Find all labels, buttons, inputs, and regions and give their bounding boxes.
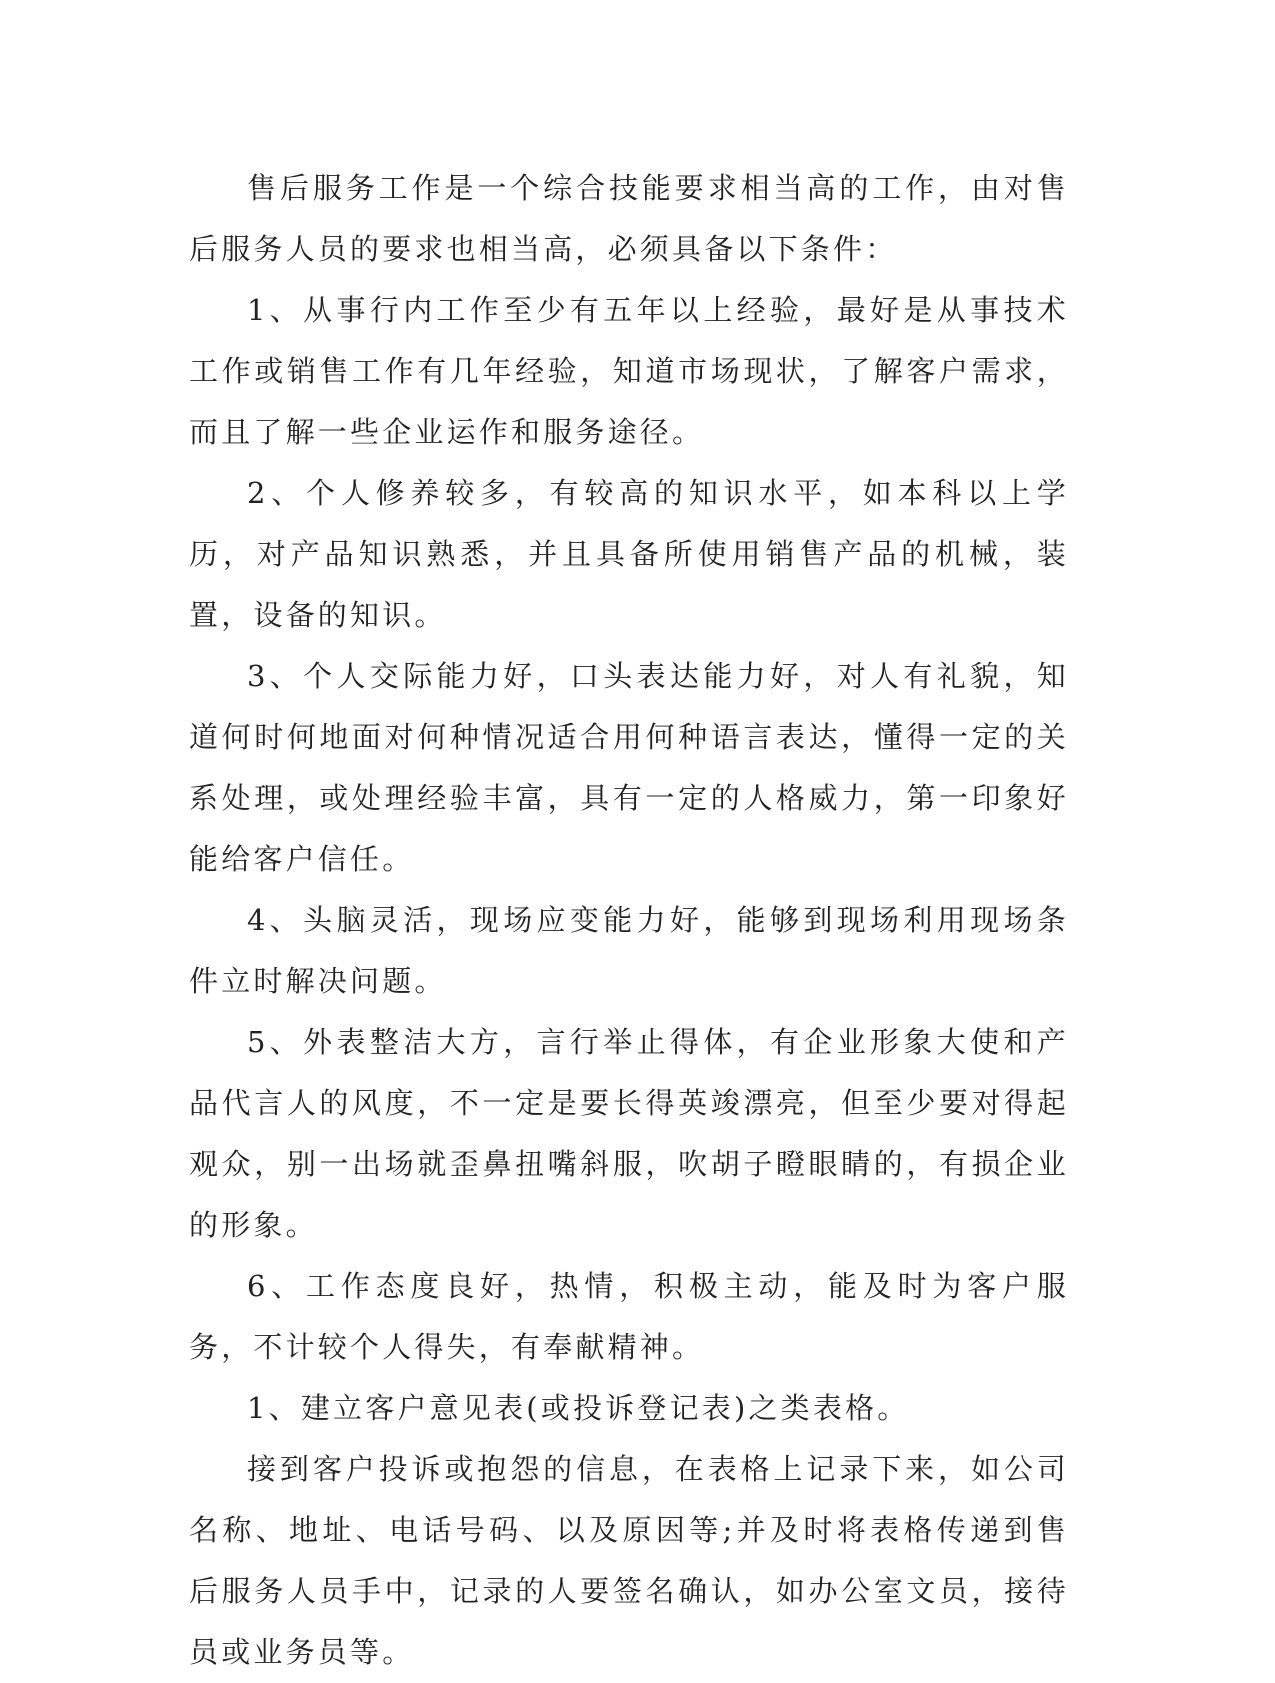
paragraph-requirement-6: 6、工作态度良好，热情，积极主动，能及时为客户服务，不计较个人得失，有奉献精神。 [189,1269,1069,1364]
paragraph-complaint-process: 接到客户投诉或抱怨的信息，在表格上记录下来，如公司名称、地址、电话号码、以及原因等;并及时将表格传递到售后服务人员手中，记录的人要签名确认，如办公室文员，接待员或业务员等。 [189,1452,1069,1669]
document-body [189,158,1069,1683]
paragraph-requirement-1: 1、从事行内工作至少有五年以上经验，最好是从事技术工作或销售工作有几年经验，知道市场现状，了解客户需求，而且了解一些企业运作和服务途径。 [189,293,1069,449]
paragraph-requirement-5: 5、外表整洁大方，言行举止得体，有企业形象大使和产品代言人的风度，不一定是要长得英竣漂亮，但至少要对得起观众，别一出场就歪鼻扭嘴斜服，吹胡子瞪眼睛的，有损企业的形象。 [189,1025,1069,1242]
paragraph-requirement-4: 4、头脑灵活，现场应变能力好，能够到现场利用现场条件立时解决问题。 [189,903,1069,998]
paragraph-complaint-form: 1、建立客户意见表(或投诉登记表)之类表格。 [247,1391,910,1425]
paragraph-requirement-3: 3、个人交际能力好，口头表达能力好，对人有礼貌，知道何时何地面对何种情况适合用何种语言表达，懂得一定的关系处理，或处理经验丰富，具有一定的人格威力，第一印象好能给客户信任。 [189,659,1069,876]
paragraph-intro: 售后服务工作是一个综合技能要求相当高的工作，由对售后服务人员的要求也相当高，必须具备以下条件： [189,171,1069,266]
paragraph-requirement-2: 2、个人修养较多，有较高的知识水平，如本科以上学历，对产品知识熟悉，并且具备所使用销售产品的机械，装置，设备的知识。 [189,476,1069,632]
